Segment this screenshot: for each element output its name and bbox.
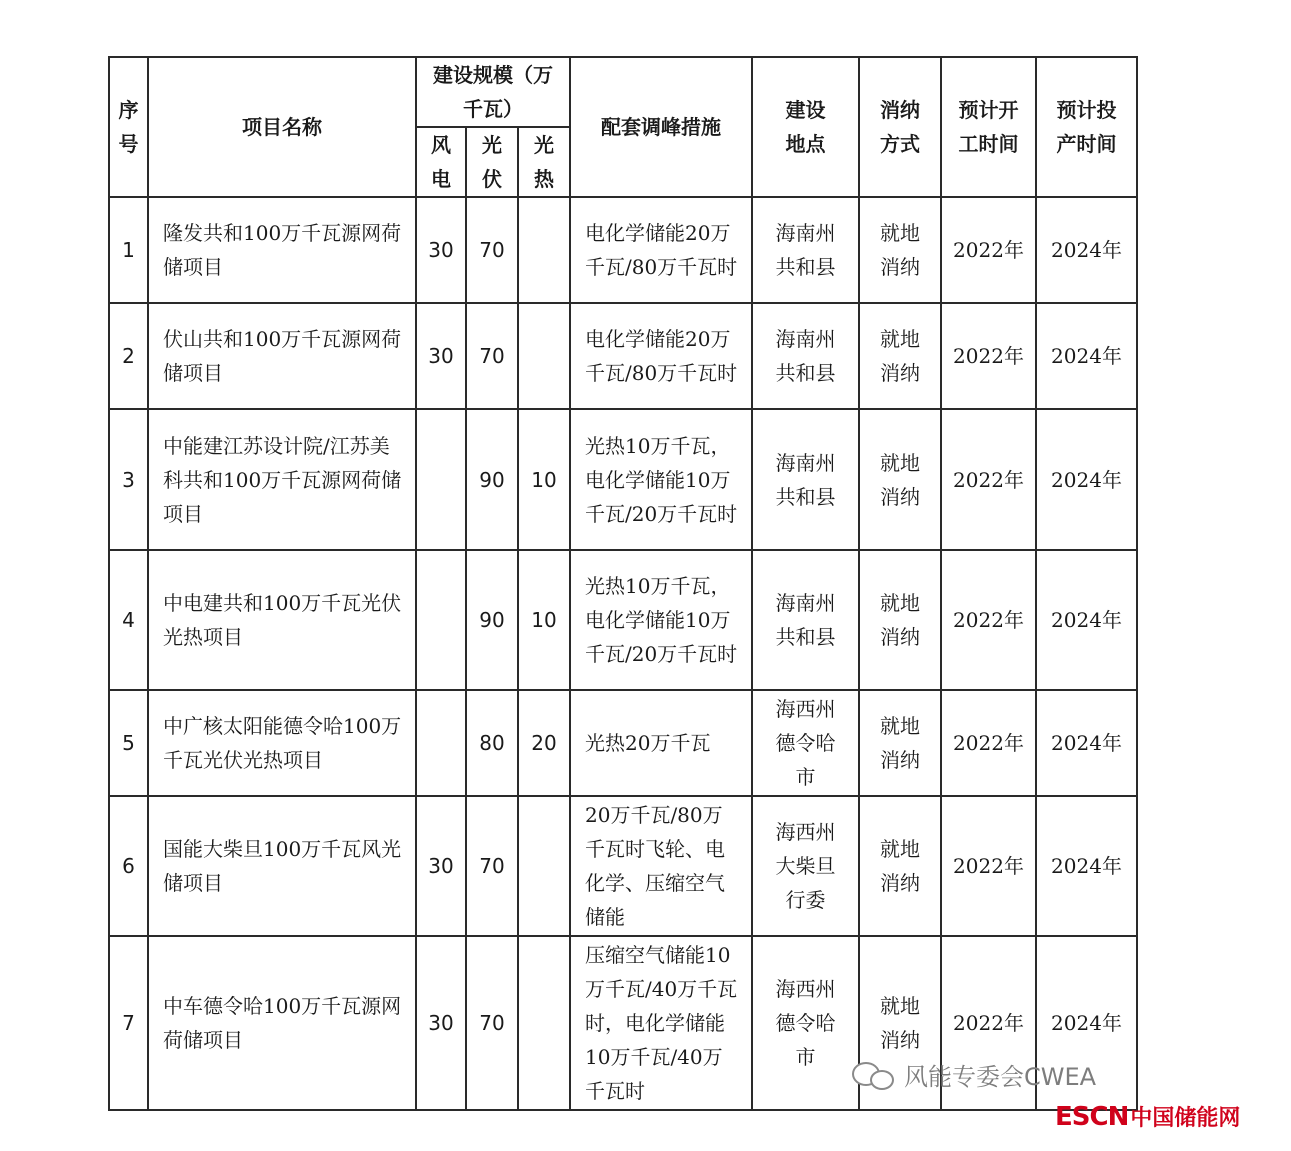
cell-finish: 2024年	[1036, 303, 1137, 409]
cell-seq: 7	[109, 936, 148, 1110]
cell-name: 国能大柴旦100万千瓦风光储项目	[148, 796, 416, 936]
watermark-text: 风能专委会CWEA	[904, 1062, 1097, 1091]
cell-name: 中电建共和100万千瓦光伏光热项目	[148, 550, 416, 690]
cell-start: 2022年	[941, 197, 1036, 303]
brand-logo	[1055, 1101, 1240, 1132]
cell-csp	[518, 796, 570, 936]
cell-start: 2022年	[941, 409, 1036, 550]
wechat-icon	[850, 1060, 896, 1088]
cell-pv: 90	[466, 550, 518, 690]
cell-csp	[518, 936, 570, 1110]
cell-location: 海西州德令哈市	[752, 936, 859, 1110]
table-row	[109, 690, 1137, 796]
header-consume: 消纳方式	[859, 57, 941, 197]
cell-measures: 光热10万千瓦，电化学储能10万千瓦/20万千瓦时	[570, 550, 752, 690]
cell-finish: 2024年	[1036, 550, 1137, 690]
cell-consume: 就地消纳	[859, 409, 941, 550]
brand-cn: 中国储能网	[1130, 1106, 1241, 1131]
cell-pv: 70	[466, 796, 518, 936]
cell-consume: 就地消纳	[859, 936, 941, 1110]
cell-wind	[416, 550, 466, 690]
cell-name: 中广核太阳能德令哈100万千瓦光伏光热项目	[148, 690, 416, 796]
cell-finish: 2024年	[1036, 690, 1137, 796]
header-scale: 建设规模（万千瓦）	[416, 57, 570, 127]
cell-name: 伏山共和100万千瓦源网荷储项目	[148, 303, 416, 409]
cell-measures: 20万千瓦/80万千瓦时飞轮、电化学、压缩空气储能	[570, 796, 752, 936]
cell-pv: 90	[466, 409, 518, 550]
cell-seq: 5	[109, 690, 148, 796]
cell-wind	[416, 690, 466, 796]
table-row	[109, 409, 1137, 550]
cell-pv: 70	[466, 936, 518, 1110]
header-start: 预计开工时间	[941, 57, 1036, 197]
header-pv: 光伏	[466, 127, 518, 197]
cell-finish: 2024年	[1036, 197, 1137, 303]
cell-seq: 1	[109, 197, 148, 303]
cell-location: 海南州共和县	[752, 303, 859, 409]
cell-wind	[416, 409, 466, 550]
cell-csp: 10	[518, 409, 570, 550]
cell-start: 2022年	[941, 303, 1036, 409]
cell-start: 2022年	[941, 796, 1036, 936]
cell-wind: 30	[416, 197, 466, 303]
table-row	[109, 197, 1137, 303]
cell-location: 海南州共和县	[752, 550, 859, 690]
cell-csp	[518, 197, 570, 303]
cell-seq: 6	[109, 796, 148, 936]
cell-wind: 30	[416, 796, 466, 936]
cell-csp	[518, 303, 570, 409]
cell-finish: 2024年	[1036, 936, 1137, 1110]
header-csp: 光热	[518, 127, 570, 197]
header-wind: 风电	[416, 127, 466, 197]
cell-measures: 压缩空气储能10万千瓦/40万千瓦时，电化学储能10万千瓦/40万千瓦时	[570, 936, 752, 1110]
cell-name: 中车德令哈100万千瓦源网荷储项目	[148, 936, 416, 1110]
cell-measures: 光热10万千瓦，电化学储能10万千瓦/20万千瓦时	[570, 409, 752, 550]
cell-name: 中能建江苏设计院/江苏美科共和100万千瓦源网荷储项目	[148, 409, 416, 550]
table-row	[109, 796, 1137, 936]
table-row	[109, 303, 1137, 409]
cell-pv: 80	[466, 690, 518, 796]
cell-wind: 30	[416, 936, 466, 1110]
cell-measures: 电化学储能20万千瓦/80万千瓦时	[570, 197, 752, 303]
cell-measures: 光热20万千瓦	[570, 690, 752, 796]
project-table	[108, 56, 1138, 1111]
cell-location: 海南州共和县	[752, 409, 859, 550]
cell-csp: 20	[518, 690, 570, 796]
header-name: 项目名称	[148, 57, 416, 197]
cell-seq: 2	[109, 303, 148, 409]
cell-name: 隆发共和100万千瓦源网荷储项目	[148, 197, 416, 303]
cell-consume: 就地消纳	[859, 796, 941, 936]
cell-location: 海西州德令哈市	[752, 690, 859, 796]
cell-seq: 4	[109, 550, 148, 690]
cell-location: 海南州共和县	[752, 197, 859, 303]
cell-wind: 30	[416, 303, 466, 409]
cell-start: 2022年	[941, 550, 1036, 690]
cell-pv: 70	[466, 303, 518, 409]
header-seq: 序号	[109, 57, 148, 197]
header-finish: 预计投产时间	[1036, 57, 1137, 197]
cell-consume: 就地消纳	[859, 303, 941, 409]
cell-pv: 70	[466, 197, 518, 303]
cell-start: 2022年	[941, 936, 1036, 1110]
cell-csp: 10	[518, 550, 570, 690]
table-row	[109, 550, 1137, 690]
cell-consume: 就地消纳	[859, 197, 941, 303]
cell-consume: 就地消纳	[859, 550, 941, 690]
cell-finish: 2024年	[1036, 409, 1137, 550]
watermark	[850, 1056, 1096, 1092]
table-body	[109, 197, 1137, 1110]
header-location: 建设地点	[752, 57, 859, 197]
cell-finish: 2024年	[1036, 796, 1137, 936]
cell-seq: 3	[109, 409, 148, 550]
brand-en: ESCN	[1055, 1102, 1129, 1132]
cell-consume: 就地消纳	[859, 690, 941, 796]
cell-start: 2022年	[941, 690, 1036, 796]
header-measures: 配套调峰措施	[570, 57, 752, 197]
cell-measures: 电化学储能20万千瓦/80万千瓦时	[570, 303, 752, 409]
cell-location: 海西州大柴旦行委	[752, 796, 859, 936]
